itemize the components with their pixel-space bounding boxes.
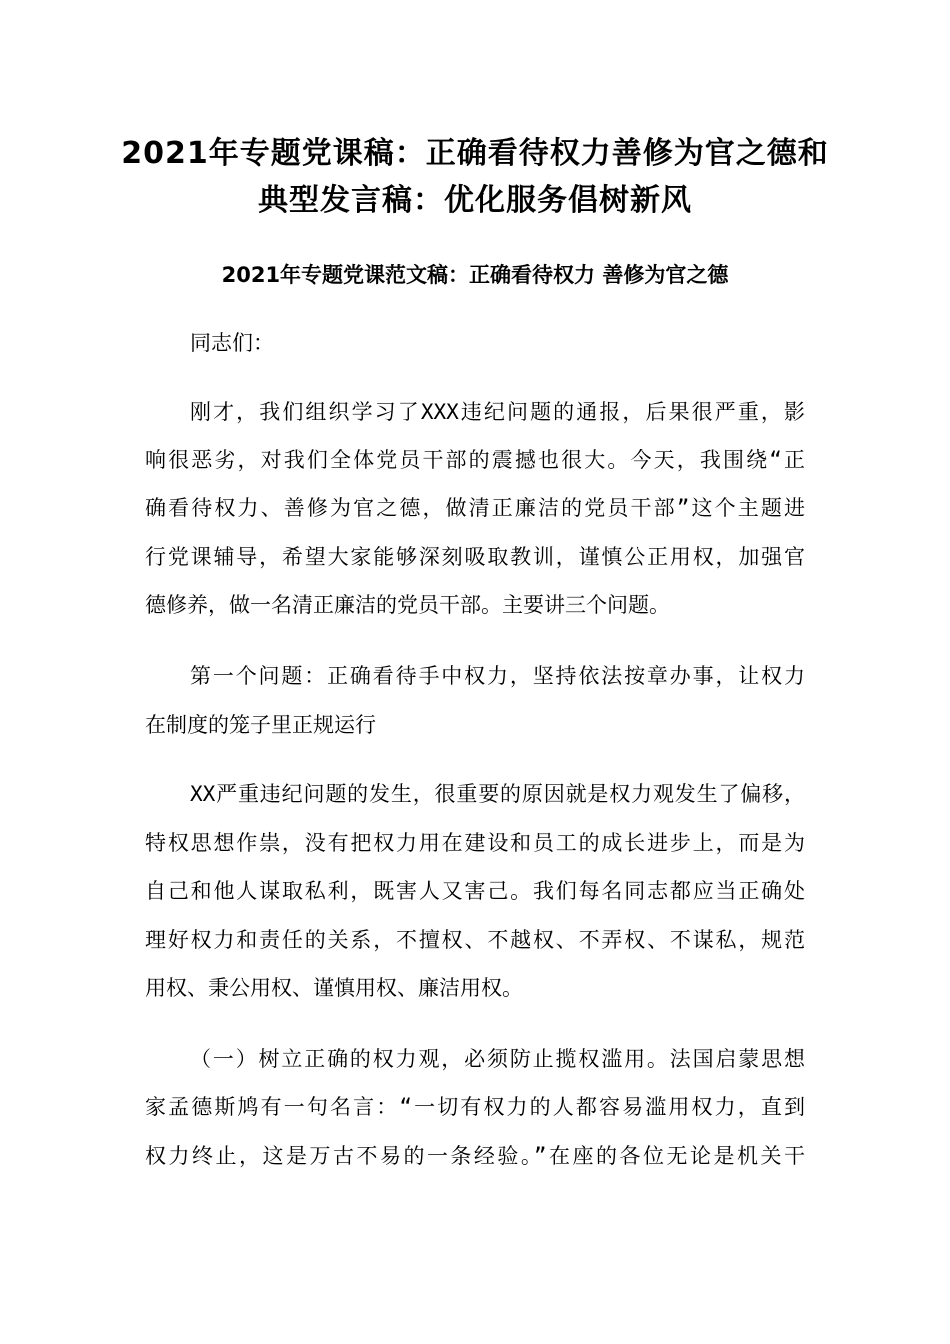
document-subtitle: 2021年专题党课范文稿：正确看待权力 善修为官之德 <box>221 263 729 287</box>
section-heading-line: 第一个问题：正确看待手中权力，坚持依法按章办事，让权力 <box>190 664 805 688</box>
body-line: 家孟德斯鸠有一句名言：“一切有权力的人都容易滥用权力，直到 <box>145 1095 805 1119</box>
body-line: 特权思想作祟，没有把权力用在建设和员工的成长进步上，而是为 <box>145 831 805 855</box>
salutation: 同志们： <box>190 331 274 355</box>
document-title-line-1: 2021年专题党课稿：正确看待权力善修为官之德和 <box>121 136 829 171</box>
body-line: XX严重违纪问题的发生，很重要的原因就是权力观发生了偏移， <box>190 782 805 806</box>
document-title-line-2: 典型发言稿：优化服务倡树新风 <box>258 183 692 218</box>
body-line: 德修养，做一名清正廉洁的党员干部。主要讲三个问题。 <box>145 593 670 617</box>
body-line: 行党课辅导，希望大家能够深刻吸取教训，谨慎公正用权，加强官 <box>145 545 805 569</box>
body-line: 理好权力和责任的关系，不擅权、不越权、不弄权、不谋私，规范 <box>145 928 805 952</box>
section-heading-line: 在制度的笼子里正规运行 <box>145 713 376 737</box>
body-line: 响很恶劣，对我们全体党员干部的震撼也很大。今天，我围绕“正 <box>145 448 805 472</box>
body-line: 确看待权力、善修为官之德，做清正廉洁的党员干部”这个主题进 <box>145 496 805 520</box>
body-line: 权力终止，这是万古不易的一条经验。”在座的各位无论是机关干 <box>145 1144 805 1168</box>
body-line: （一）树立正确的权力观，必须防止揽权滥用。法国启蒙思想 <box>190 1047 805 1071</box>
body-line: 用权、秉公用权、谨慎用权、廉洁用权。 <box>145 976 523 1000</box>
body-line: 刚才，我们组织学习了XXX违纪问题的通报，后果很严重，影 <box>190 400 805 424</box>
body-line: 自己和他人谋取私利，既害人又害己。我们每名同志都应当正确处 <box>145 879 805 903</box>
